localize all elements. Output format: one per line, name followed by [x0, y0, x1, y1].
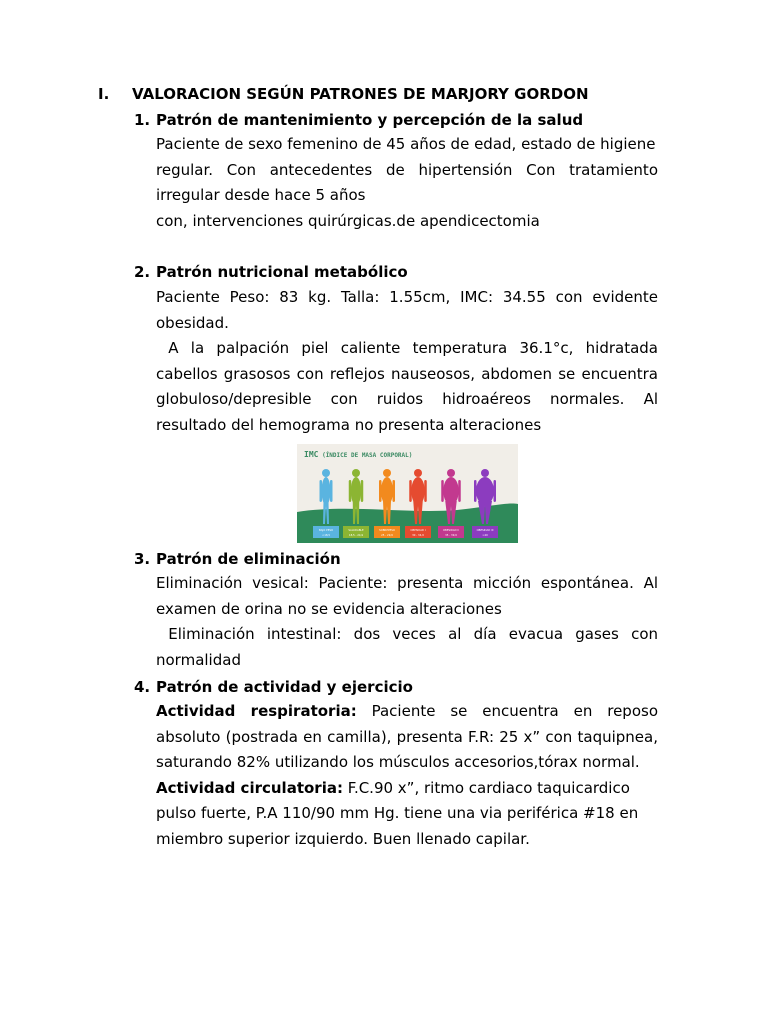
imc-category-tag — [405, 526, 431, 538]
heading-title: VALORACION SEGÚN PATRONES DE MARJORY GORDON — [132, 85, 589, 103]
item-text: F.C.90 x”, ritmo cardiaco taquicardico pulso fuerte, P.A 110/90 mm Hg. tiene una via periférica #18 en miembro superior izquierdo. Buen llenado capilar. — [156, 778, 639, 848]
section-title-text: Patrón de mantenimiento y percepción de la salud — [156, 111, 584, 129]
section-2-body — [156, 285, 663, 439]
imc-category-tag — [438, 526, 464, 538]
imc-category-range: >40 — [482, 534, 488, 537]
paragraph: Eliminación vesical: Paciente: presenta micción espontánea. Al examen de orina no se evidencia alteraciones — [156, 574, 658, 618]
section-4-body — [156, 699, 658, 853]
imc-category-tag — [313, 526, 339, 538]
document-heading — [98, 84, 589, 104]
imc-category-tag — [343, 526, 369, 538]
section-4-title — [134, 677, 413, 697]
imc-category-label: SALUDABLE — [348, 529, 364, 532]
section-3-body — [156, 571, 663, 673]
paragraph: Eliminación intestinal: dos veces al día evacua gases con normalidad — [156, 625, 663, 669]
paragraph: con, intervenciones quirúrgicas.de apendicectomia — [156, 211, 540, 230]
section-3-title — [134, 549, 341, 569]
imc-figure-title: IMC (ÍNDICE DE MASA CORPORAL) — [304, 450, 413, 459]
imc-category-tag — [374, 526, 400, 538]
section-number: 1. — [134, 111, 151, 129]
imc-category-range: 18,5 - 24,9 — [348, 534, 364, 537]
imc-category-tag — [472, 526, 498, 538]
imc-category-range: 35 - 39,9 — [445, 534, 457, 537]
imc-category-label: OBESIDAD III — [476, 529, 494, 532]
imc-category-label: BAJO PESO — [318, 529, 334, 532]
paragraph: A la palpación piel caliente temperatura 36.1°c, hidratada cabellos grasosos con reflejos nauseosos, abdomen se encuentra globuloso/depresible con ruidos hidroaéreos normales. Al resultado del hemograma no presenta alteraciones — [156, 339, 663, 434]
heading-roman-numeral: I. — [98, 85, 110, 103]
section-title-text: Patrón nutricional metabólico — [156, 263, 408, 281]
imc-category-range: 25 - 29,9 — [381, 534, 393, 537]
paragraph: Paciente de sexo femenino de 45 años de edad, estado de higiene — [156, 135, 656, 153]
section-number: 4. — [134, 678, 151, 696]
section-title-text: Patrón de eliminación — [156, 550, 341, 568]
section-1-title — [134, 110, 583, 130]
imc-category-range: 30 - 34,9 — [412, 534, 424, 537]
paragraph: regular. Con antecedentes de hipertensión Con tratamiento irregular desde hace 5 años — [156, 160, 658, 205]
paragraph — [156, 699, 658, 776]
paragraph — [156, 776, 658, 853]
imc-category-range: <18,5 — [322, 534, 330, 537]
section-title-text: Patrón de actividad y ejercicio — [156, 678, 413, 696]
item-label: Actividad circulatoria: — [156, 778, 343, 797]
imc-category-label: OBESIDAD I — [410, 529, 426, 532]
item-text: Paciente se encuentra en reposo absoluto (postrada en camilla), presenta F.R: 25 x” con taquipnea, saturando 82% utilizando los músculos accesorios,tórax normal. — [156, 702, 658, 772]
section-number: 3. — [134, 550, 151, 568]
imc-figure — [297, 444, 518, 543]
imc-category-label: SOBREPESO — [379, 529, 395, 532]
section-1-body — [156, 132, 658, 234]
imc-category-label: OBESIDAD II — [443, 529, 459, 532]
section-number: 2. — [134, 263, 151, 281]
paragraph: Paciente Peso: 83 kg. Talla: 1.55cm, IMC: 34.55 con evidente obesidad. — [156, 288, 658, 332]
section-2-title — [134, 262, 408, 282]
item-label: Actividad respiratoria: — [156, 702, 357, 720]
